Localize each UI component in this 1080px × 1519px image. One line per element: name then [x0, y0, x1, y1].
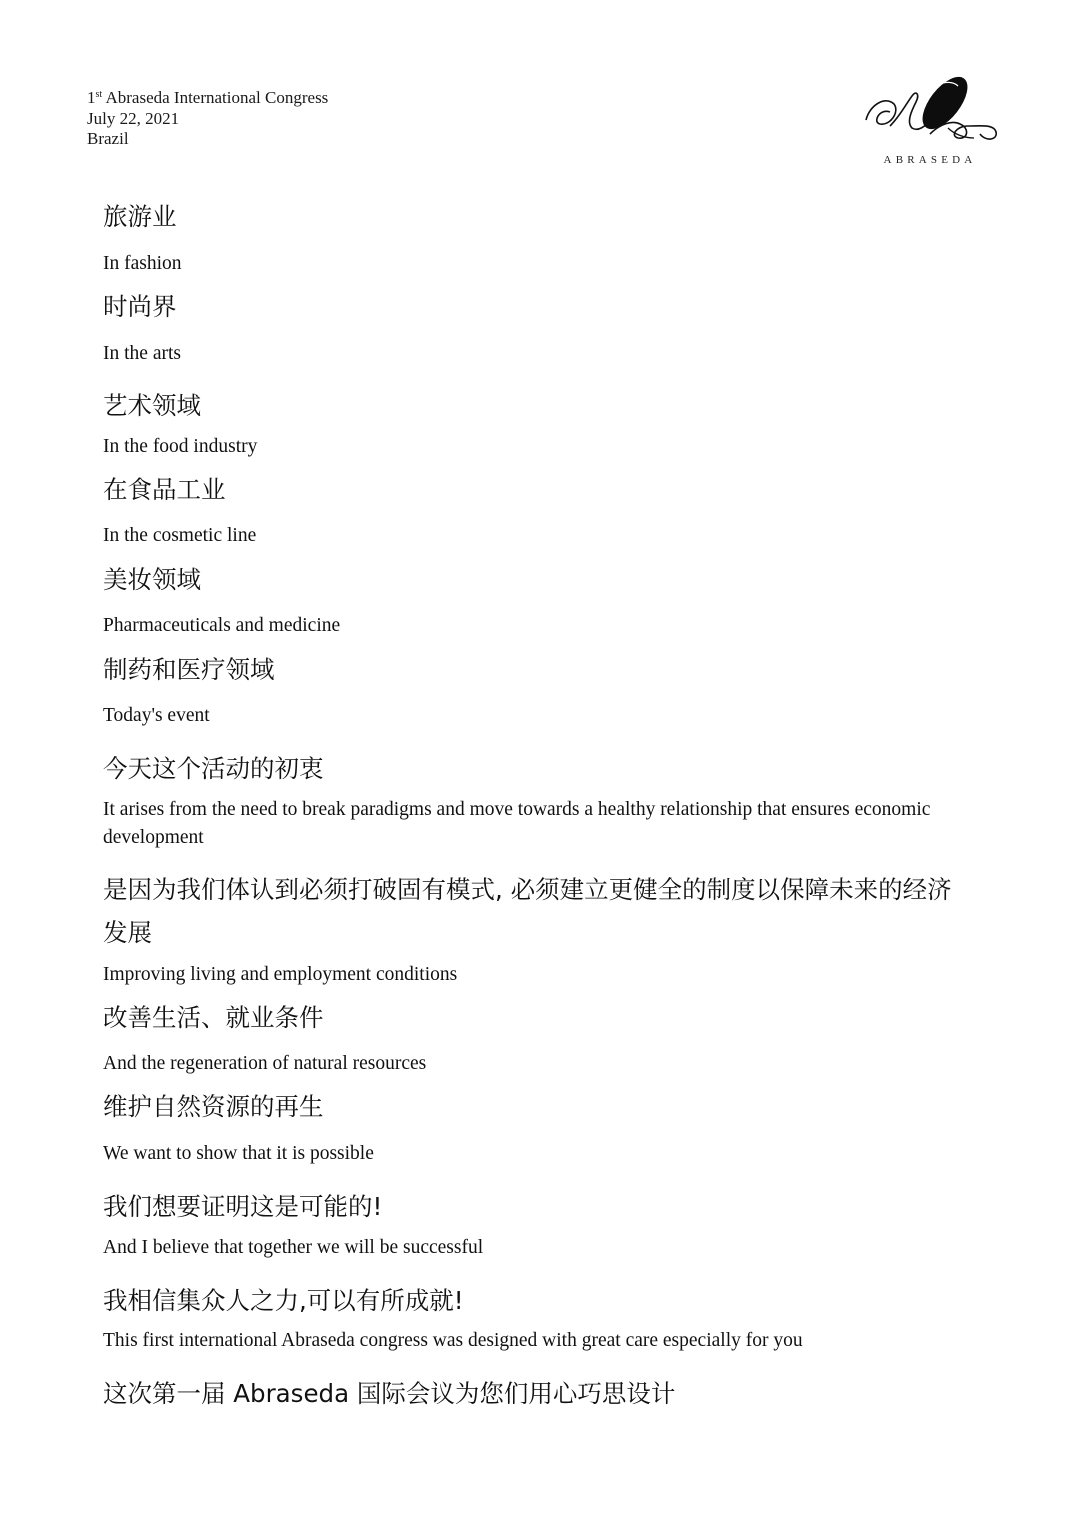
- congress-designed-english: This first international Abraseda congress was designed with great care especially for you: [103, 1330, 803, 1351]
- fashion-english: In fashion: [103, 253, 182, 274]
- logo-wordmark: ABRASEDA: [883, 154, 977, 166]
- food-industry-chinese: 在食品工业: [103, 475, 226, 504]
- living-conditions-english: Improving living and employment conditions: [103, 964, 458, 985]
- document-header: [87, 88, 328, 150]
- living-conditions-chinese: 改善生活、就业条件: [103, 1003, 324, 1032]
- congress-title: [87, 88, 328, 109]
- abraseda-silk-cocoon-logo-icon: [860, 68, 1000, 148]
- congress-number: 1: [87, 88, 96, 107]
- natural-resources-chinese: 维护自然资源的再生: [103, 1092, 324, 1121]
- todays-event-chinese: 今天这个活动的初衷: [103, 754, 324, 783]
- together-chinese: 我相信集众人之力,可以有所成就!: [103, 1286, 464, 1315]
- paradigms-english: It arises from the need to break paradigms and move towards a healthy relationship that ensures economic development: [103, 799, 931, 848]
- possible-english: We want to show that it is possible: [103, 1143, 374, 1164]
- todays-event-english: Today's event: [103, 705, 210, 726]
- congress-date: July 22, 2021: [87, 108, 180, 128]
- tourism-chinese: 旅游业: [103, 202, 177, 231]
- paradigms-chinese: 是因为我们体认到必须打破固有模式, 必须建立更健全的制度以保障未来的经济发展: [103, 875, 952, 947]
- possible-chinese: 我们想要证明这是可能的!: [103, 1192, 383, 1221]
- abraseda-logo: [860, 68, 1000, 172]
- pharma-chinese: 制药和医疗领域: [103, 655, 275, 684]
- together-english: And I believe that together we will be successful: [103, 1237, 484, 1258]
- congress-name: Abraseda International Congress: [105, 88, 329, 107]
- arts-english: In the arts: [103, 343, 181, 364]
- congress-number-suffix: st: [95, 89, 103, 100]
- congress-country: Brazil: [87, 129, 129, 148]
- congress-designed-chinese: 这次第一届 Abraseda 国际会议为您们用心巧思设计: [103, 1379, 676, 1408]
- pharma-english: Pharmaceuticals and medicine: [103, 615, 341, 636]
- natural-resources-english: And the regeneration of natural resources: [103, 1053, 427, 1074]
- cosmetic-chinese: 美妆领域: [103, 565, 201, 594]
- fashion-chinese: 时尚界: [103, 292, 177, 321]
- cosmetic-english: In the cosmetic line: [103, 525, 257, 546]
- arts-chinese: 艺术领域: [103, 391, 201, 420]
- food-industry-english: In the food industry: [103, 436, 258, 457]
